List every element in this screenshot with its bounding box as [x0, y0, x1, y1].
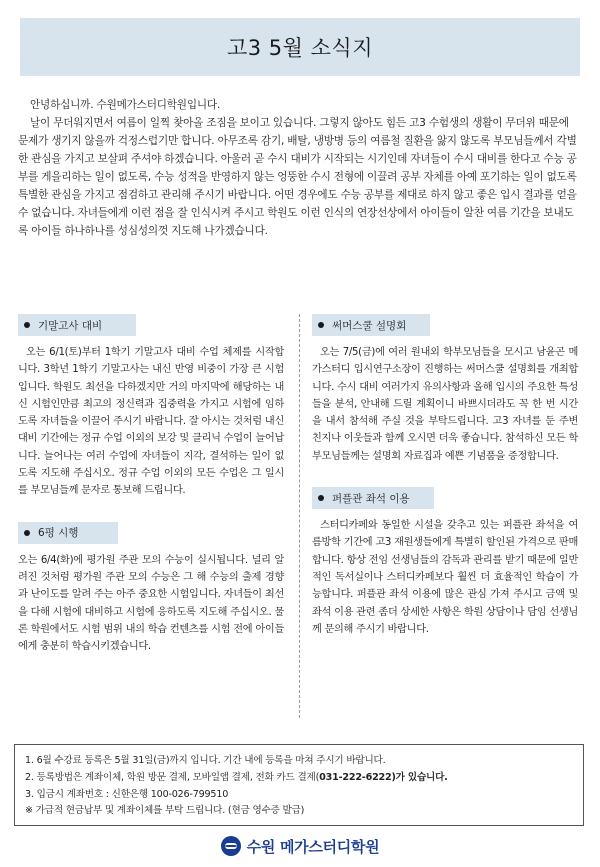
intro-paragraph: 날이 무더워지면서 여름이 일찍 찾아올 조짐을 보이고 있습니다. 그렇지 않아도 힘든 고3 수험생의 생활이 무더위 때문에 문제가 생기지 않을까 걱정스럽기만 합니다. 아무조록 감기, 배탈, 냉방병 등의 여름철 질환을 앓지 않도록 부모님들께서 각별한 관심을 가지고 보살펴 주셔야 하겠습니다. 아울러 곧 수시 대비가 시작되는 시기인데 자녀들이 수시 대비를 한다고 수능 공부를 게을리하는 일이 없도록, 수능 성적을 반영하지 않는 엉뚱한 수시 전형에 이끌려 공부 자체를 아예 포기하는 일이 없도록 특별한 관심을 가지고 점검하고 관리해 주시기 바랍니다. 어떤 경우에도 수능 공부를 제대로 하지 않고 좋은 입시 결과를 얻을 수 없습니다. 자녀들에게 이런 점을 잘 인식시켜 주시고 학원도 이런 인식의 연장선상에서 아이들이 알찬 여름 기간을 보내도록 아이들 하나하나를 성심성의껏 지도해 나가겠습니다.	[18, 117, 577, 237]
section-header	[312, 314, 430, 336]
section-june-mock	[18, 522, 284, 656]
notice-box	[14, 744, 584, 826]
page-title: 고3 5월 소식지	[226, 36, 373, 60]
notice-line-2	[25, 770, 573, 787]
bullet-icon	[318, 322, 324, 328]
title-banner	[20, 18, 580, 76]
section-premium-seat	[312, 487, 578, 638]
section-title: 퍼플관 좌석 이용	[332, 492, 410, 505]
section-text: 스터디카페와 동일한 시설을 갖추고 있는 퍼플관 좌석을 여름방학 기간에 고3 재원생들에게 특별히 할인된 가격으로 판매합니다. 항상 전임 선생님들의 감독과 관리를 받기 때문에 일반적인 독서실이나 스터디카페보다 훨씬 더 효율적인 학습이 가능합니다. 퍼플관 좌석 이용에 많은 관심 가져 주시고 금액 및 좌석 이용 관련 좀더 상세한 사항은 학원 상담이나 담임 선생님께 문의해 주시기 바랍니다.	[312, 520, 578, 635]
section-text: 오는 6/1(토)부터 1학기 기말고사 대비 수업 체제를 시작합니다. 3학년 1학기 기말고사는 내신 반영 비중이 가장 큰 시험입니다. 학원도 최선을 다하겠지만 거의 마지막에 해당하는 내신 시험인만큼 최고의 정신력과 집중력을 가지고 시험에 임하도록 자녀들을 이끌어 주시기 바랍니다. 잘 아시는 것처럼 내신대비 기간에는 정규 수업 이외의 보강 및 클리닉 수업이 늘어납니다. 늘어나는 여러 수업에 자녀들이 지각, 결석하는 일이 없도록 지도해 주십시오. 정규 수업 이외의 모든 수업은 그 일시를 부모님들께 문자로 통보해 드립니다.	[18, 347, 284, 497]
bullet-icon	[24, 530, 30, 536]
section-title: 써머스쿨 설명회	[332, 319, 407, 332]
section-header	[312, 487, 434, 509]
section-body	[18, 552, 284, 656]
section-title: 기말고사 대비	[38, 319, 103, 332]
bullet-icon	[318, 495, 324, 501]
right-column	[312, 314, 578, 638]
notice-line-2-suffix: )가 있습니다.	[391, 771, 448, 783]
intro-greeting: 안녕하십니까. 수원메가스터디학원입니다.	[30, 99, 221, 111]
section-summer-briefing	[312, 314, 578, 465]
section-body	[312, 517, 578, 638]
section-body	[312, 344, 578, 465]
section-exam-prep	[18, 314, 284, 500]
notice-line-4: ※ 가급적 현금납부 및 계좌이체를 부탁 드립니다. (현금 영수증 발급)	[25, 805, 305, 817]
footer-logo	[0, 833, 600, 859]
intro-section	[18, 96, 582, 240]
phone-number: 031-222-6222	[319, 771, 392, 783]
notice-line-2-prefix: 2. 등록방법은 계좌이체, 학원 방문 결제, 모바일앱 결제, 전화 카드 결제(	[25, 771, 320, 783]
section-text: 오는 6/4(화)에 평가원 주관 모의 수능이 실시됩니다. 널리 알려진 것처럼 평가원 주관 모의 수능은 그 해 수능의 출제 경향과 난이도를 알려 주는 아주 중요한 시험입니다. 자녀들이 최선을 다해 시험에 대비하고 시험에 응하도록 지도해 주십시오. 물론 학원에서도 시험 범위 내의 학습 컨텐츠를 시험 전에 아이들에게 충분히 학습시키겠습니다.	[18, 554, 284, 653]
section-title: 6평 시행	[38, 527, 79, 540]
notice-line-1: 1. 6월 수강료 등록은 5월 31일(금)까지 입니다. 기간 내에 등록을 마쳐 주시기 바랍니다.	[25, 755, 386, 766]
column-divider	[299, 314, 300, 718]
section-body	[18, 344, 284, 500]
left-column	[18, 314, 284, 655]
section-header	[18, 522, 118, 544]
logo-icon	[221, 836, 241, 856]
section-header	[18, 314, 136, 336]
bullet-icon	[24, 322, 30, 328]
notice-line-3: 3. 입금시 계좌번호 : 신한은행 100-026-799510	[25, 788, 229, 800]
section-text: 오는 7/5(금)에 여러 원내외 학부모님들을 모시고 남윤곤 메가스터디 입시연구소장이 진행하는 써머스쿨 설명회를 개최합니다. 수시 대비 여러가지 유의사항과 올해 입시의 주요한 특성들을 분석, 안내해 드릴 계획이니 바쁘시더라도 꼭 한 번 시간을 내서 참석해 주실 것을 부탁드립니다. 고3 자녀를 둔 주변 친지나 이웃들과 함께 오시면 더욱 좋습니다. 참석하신 모든 학부모님들께는 설명회 자료집과 예쁜 기념품을 증정합니다.	[312, 347, 578, 462]
logo-text: 수원 메가스터디학원	[246, 837, 380, 856]
